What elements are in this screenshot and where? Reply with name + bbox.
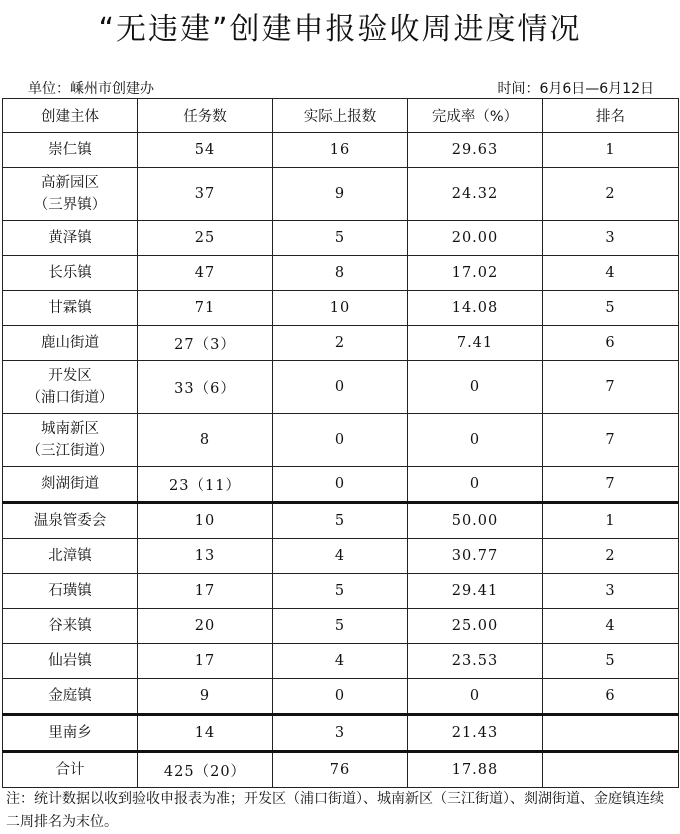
cell-entity (3, 752, 138, 788)
unit-label: 单位：嵊州市创建办 (28, 81, 154, 97)
cell-rank (543, 715, 679, 752)
cell-tasks: 54 (138, 133, 273, 168)
header-rank: 排名 (543, 99, 679, 133)
table-row (3, 574, 679, 609)
entity-name-line: 温泉管委会 (33, 513, 107, 529)
cell-rank: 1 (543, 503, 679, 539)
cell-reported: 9 (273, 168, 408, 221)
entity-name-line: 剡湖街道 (41, 476, 99, 492)
period-label: 时间：6月6日—6月12日 (497, 81, 654, 97)
table-row (3, 679, 679, 715)
cell-entity (3, 609, 138, 644)
table-row (3, 168, 679, 221)
cell-rank: 7 (543, 414, 679, 467)
cell-tasks: 71 (138, 291, 273, 326)
cell-rate: 14.08 (408, 291, 543, 326)
cell-reported: 4 (273, 539, 408, 574)
cell-rank: 6 (543, 326, 679, 361)
cell-rate: 21.43 (408, 715, 543, 752)
cell-rank: 6 (543, 679, 679, 715)
entity-name-line: 谷来镇 (48, 618, 92, 634)
footnote: 注：统计数据以收到验收申报表为准；开发区（浦口街道）、城南新区（三江街道）、剡湖街道、金庭镇连续二周排名为末位。 (6, 791, 664, 830)
cell-tasks: 8 (138, 414, 273, 467)
entity-name-line: 开发区 (48, 368, 92, 384)
cell-reported: 10 (273, 291, 408, 326)
header-reported: 实际上报数 (273, 99, 408, 133)
table-row (3, 221, 679, 256)
cell-rank: 3 (543, 221, 679, 256)
cell-entity (3, 539, 138, 574)
cell-reported: 5 (273, 574, 408, 609)
cell-reported: 0 (273, 467, 408, 503)
table-row (3, 414, 679, 467)
table-row (3, 609, 679, 644)
entity-name-line: 仙岩镇 (48, 653, 92, 669)
entity-name-line: （浦口街道） (26, 390, 114, 406)
cell-rank: 7 (543, 361, 679, 414)
cell-tasks: 20 (138, 609, 273, 644)
cell-reported: 76 (273, 752, 408, 788)
table-row (3, 752, 679, 788)
entity-name-line: 黄泽镇 (48, 230, 92, 246)
cell-rate: 29.63 (408, 133, 543, 168)
table-row (3, 715, 679, 752)
cell-entity (3, 221, 138, 256)
header-entity: 创建主体 (3, 99, 138, 133)
cell-rate: 30.77 (408, 539, 543, 574)
cell-reported: 0 (273, 679, 408, 715)
cell-reported: 16 (273, 133, 408, 168)
entity-name-line: 鹿山街道 (41, 335, 99, 351)
cell-rate: 23.53 (408, 644, 543, 679)
cell-reported: 5 (273, 221, 408, 256)
cell-tasks: 23（11） (138, 467, 273, 503)
entity-name-line: 合计 (55, 762, 85, 778)
cell-rate: 0 (408, 679, 543, 715)
cell-tasks: 14 (138, 715, 273, 752)
cell-rate: 0 (408, 414, 543, 467)
table-body (3, 133, 679, 788)
cell-entity (3, 168, 138, 221)
cell-tasks: 13 (138, 539, 273, 574)
cell-rate: 50.00 (408, 503, 543, 539)
entity-name-line: （三界镇） (33, 197, 107, 213)
cell-entity (3, 133, 138, 168)
cell-rank: 3 (543, 574, 679, 609)
entity-name-line: 里南乡 (48, 725, 92, 741)
cell-rate: 0 (408, 361, 543, 414)
cell-entity (3, 715, 138, 752)
cell-rank: 4 (543, 609, 679, 644)
entity-name-line: 高新园区 (41, 175, 99, 191)
cell-entity (3, 679, 138, 715)
table-row (3, 326, 679, 361)
cell-tasks: 37 (138, 168, 273, 221)
cell-rank (543, 752, 679, 788)
cell-tasks: 25 (138, 221, 273, 256)
cell-reported: 2 (273, 326, 408, 361)
table-row (3, 361, 679, 414)
cell-rate: 17.88 (408, 752, 543, 788)
entity-name-line: 金庭镇 (48, 688, 92, 704)
entity-name-line: 北漳镇 (48, 548, 92, 564)
entity-name-line: 崇仁镇 (48, 142, 92, 158)
table-header-row (3, 99, 679, 133)
cell-tasks: 27（3） (138, 326, 273, 361)
cell-tasks: 17 (138, 574, 273, 609)
cell-rank: 1 (543, 133, 679, 168)
header-tasks: 任务数 (138, 99, 273, 133)
cell-rank: 5 (543, 291, 679, 326)
cell-rate: 25.00 (408, 609, 543, 644)
table-row (3, 503, 679, 539)
entity-name-line: 石璜镇 (48, 583, 92, 599)
cell-rank: 7 (543, 467, 679, 503)
cell-tasks: 47 (138, 256, 273, 291)
cell-entity (3, 361, 138, 414)
cell-entity (3, 574, 138, 609)
header-rate: 完成率（%） (408, 99, 543, 133)
table-row (3, 133, 679, 168)
table-row (3, 467, 679, 503)
cell-entity (3, 326, 138, 361)
entity-name-line: 城南新区 (41, 421, 99, 437)
cell-rank: 2 (543, 539, 679, 574)
cell-tasks: 9 (138, 679, 273, 715)
table-row (3, 256, 679, 291)
cell-entity (3, 467, 138, 503)
document-title: “无违建”创建申报验收周进度情况 (98, 12, 582, 47)
cell-tasks: 425（20） (138, 752, 273, 788)
cell-entity (3, 644, 138, 679)
cell-reported: 0 (273, 361, 408, 414)
cell-reported: 0 (273, 414, 408, 467)
cell-tasks: 33（6） (138, 361, 273, 414)
entity-name-line: 长乐镇 (48, 265, 92, 281)
cell-tasks: 17 (138, 644, 273, 679)
cell-rank: 2 (543, 168, 679, 221)
cell-rank: 4 (543, 256, 679, 291)
cell-reported: 8 (273, 256, 408, 291)
cell-rate: 17.02 (408, 256, 543, 291)
cell-rate: 24.32 (408, 168, 543, 221)
entity-name-line: 甘霖镇 (48, 300, 92, 316)
entity-name-line: （三江街道） (26, 443, 114, 459)
cell-reported: 4 (273, 644, 408, 679)
cell-reported: 5 (273, 503, 408, 539)
cell-rate: 7.41 (408, 326, 543, 361)
cell-entity (3, 256, 138, 291)
table-row (3, 539, 679, 574)
cell-rate: 29.41 (408, 574, 543, 609)
cell-entity (3, 503, 138, 539)
cell-rate: 20.00 (408, 221, 543, 256)
cell-rank: 5 (543, 644, 679, 679)
cell-reported: 3 (273, 715, 408, 752)
cell-reported: 5 (273, 609, 408, 644)
table-row (3, 644, 679, 679)
cell-entity (3, 414, 138, 467)
progress-table (2, 98, 679, 788)
cell-entity (3, 291, 138, 326)
cell-rate: 0 (408, 467, 543, 503)
cell-tasks: 10 (138, 503, 273, 539)
table-row (3, 291, 679, 326)
